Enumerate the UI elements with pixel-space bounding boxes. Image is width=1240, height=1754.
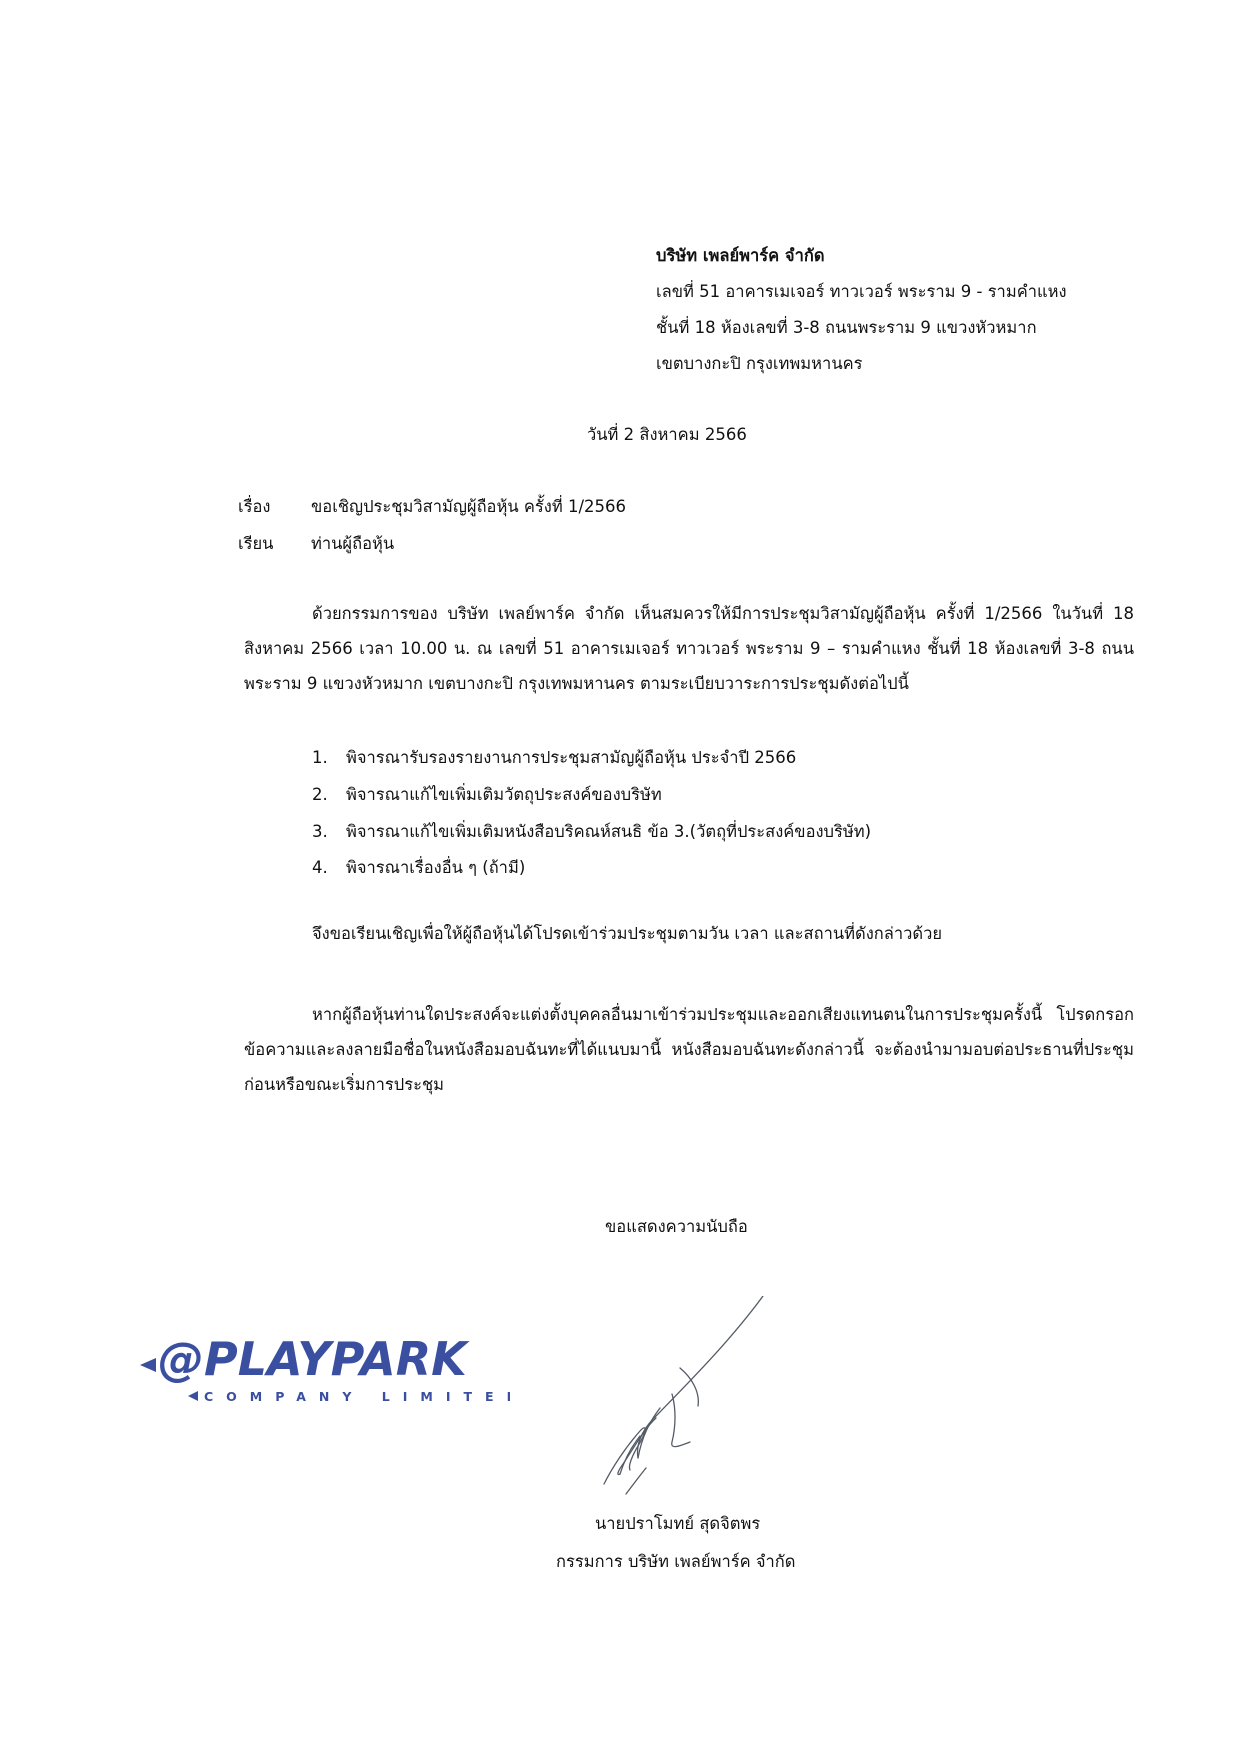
sender-address-line-3: เขตบางกะปิ กรุงเทพมหานคร: [656, 354, 863, 373]
agenda-item: [312, 748, 796, 768]
subject-text: ขอเชิญประชุมวิสามัญผู้ถือหุ้น ครั้งที่ 1/2566: [311, 497, 626, 516]
logo-small-arrow-icon: [188, 1391, 198, 1401]
agenda-item: [312, 785, 662, 805]
intro-paragraph: [244, 596, 1134, 701]
logo-arrow-icon: [140, 1358, 156, 1372]
agenda-text: พิจารณาแก้ไขเพิ่มเติมหนังสือบริคณห์สนธิ ข้อ 3.(วัตถุที่ประสงค์ของบริษัท): [346, 822, 872, 841]
proxy-paragraph-text: หากผู้ถือหุ้นท่านใดประสงค์จะแต่งตั้งบุคคลอื่นมาเข้าร่วมประชุมและออกเสียงแทนตนในการประชุมครั้งนี้ โปรดกรอกข้อความและลงลายมือชื่อในหนังสือมอบฉันทะที่ได้แนบมานี้ หนังสือมอบฉันทะดังกล่าวนี้ จะต้องนำมามอบต่อประธานที่ประชุมก่อนหรือขณะเริ่มการประชุม: [244, 1005, 1134, 1094]
agenda-item: [312, 858, 525, 878]
agenda-text: พิจารณาแก้ไขเพิ่มเติมวัตถุประสงค์ของบริษัท: [346, 785, 662, 804]
signature: [580, 1296, 780, 1501]
agenda-text: พิจารณาเรื่องอื่น ๆ (ถ้ามี): [346, 858, 526, 877]
invitation-paragraph: จึงขอเรียนเชิญเพื่อให้ผู้ถือหุ้นได้โปรดเข้าร่วมประชุมตามวัน เวลา และสถานที่ดังกล่าวด้วย: [312, 924, 943, 943]
agenda-number: 2.: [312, 785, 328, 804]
agenda-text: พิจารณารับรองรายงานการประชุมสามัญผู้ถือหุ้น ประจำปี 2566: [346, 748, 797, 767]
sender-address-line-2: ชั้นที่ 18 ห้องเลขที่ 3-8 ถนนพระราม 9 แขวงหัวหมาก: [656, 318, 1037, 337]
proxy-paragraph: [244, 997, 1134, 1102]
recipient-label: เรียน: [238, 534, 274, 553]
agenda-number: 4.: [312, 858, 328, 877]
sender-company-name: บริษัท เพลย์พาร์ค จำกัด: [656, 246, 825, 265]
closing-salutation: ขอแสดงความนับถือ: [605, 1217, 748, 1236]
sender-address-line-1: เลขที่ 51 อาคารเมเจอร์ ทาวเวอร์ พระราม 9 - รามคำแหง: [656, 282, 1067, 301]
playpark-logo: [140, 1325, 510, 1410]
intro-paragraph-text: ด้วยกรรมการของ บริษัท เพลย์พาร์ค จำกัด เห็นสมควรให้มีการประชุมวิสามัญผู้ถือหุ้น ครั้งที่ 1/2566 ในวันที่ 18 สิงหาคม 2566 เวลา 10.00 น. ณ เลขที่ 51 อาคารเมเจอร์ ทาวเวอร์ พระราม 9 – รามคำแหง ชั้นที่ 18 ห้องเลขที่ 3-8 ถนนพระราม 9 แขวงหัวหมาก เขตบางกะปิ กรุงเทพมหานคร ตามระเบียบวาระการประชุมดังต่อไปนี้: [244, 604, 1134, 693]
logo-main-text: @PLAYPARK: [158, 1332, 467, 1386]
letter-date: วันที่ 2 สิงหาคม 2566: [587, 425, 747, 444]
signature-graphic: [580, 1296, 780, 1496]
subject-label: เรื่อง: [238, 497, 271, 516]
playpark-logo-graphic: [140, 1325, 510, 1405]
logo-sub-text: COMPANY LIMITED: [204, 1389, 510, 1404]
signatory-title: กรรมการ บริษัท เพลย์พาร์ค จำกัด: [556, 1552, 796, 1571]
recipient-text: ท่านผู้ถือหุ้น: [311, 534, 395, 553]
agenda-number: 3.: [312, 822, 328, 841]
signatory-name: นายปราโมทย์ สุดจิตพร: [595, 1514, 761, 1533]
agenda-item: [312, 822, 871, 842]
agenda-number: 1.: [312, 748, 328, 767]
